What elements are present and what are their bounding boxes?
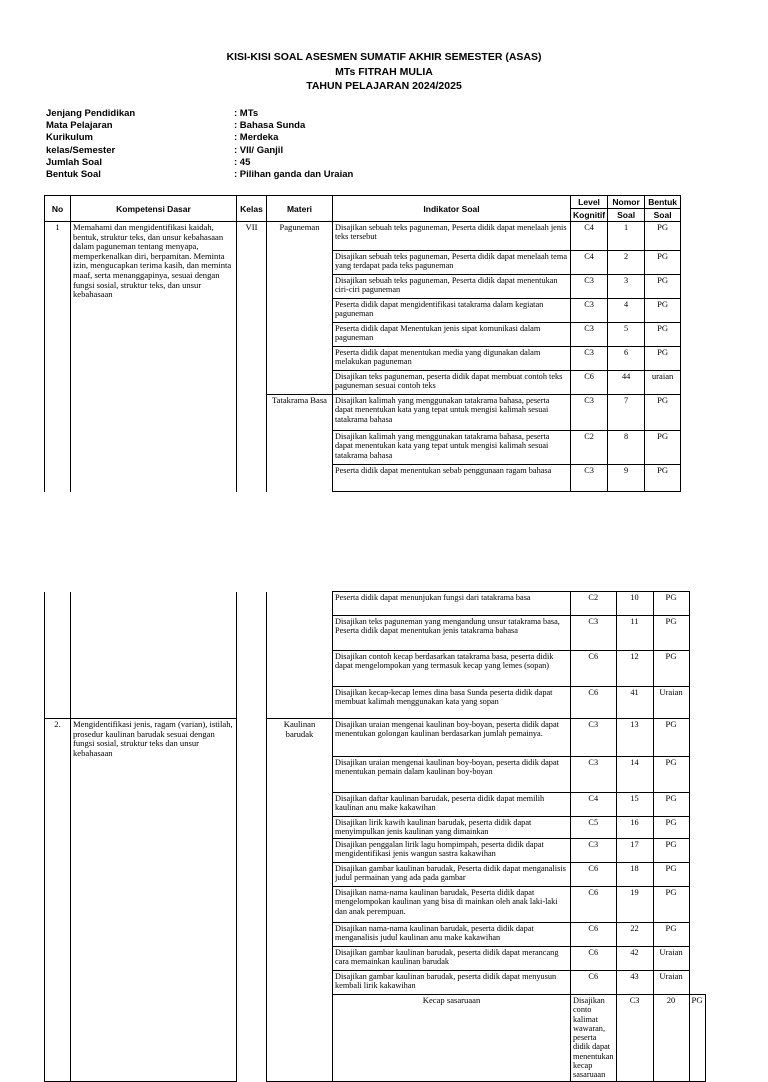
indikator-cell: Peserta didik dapat menentukan sebab penggunaan ragam bahasa [333,465,571,492]
indikator-cell: Disajikan teks paguneman, peserta didik dapat membuat contoh teks paguneman sesuai contoh teks [333,371,571,395]
bentuk-cell: PG [645,299,681,323]
info-value: : Pilihan ganda dan Uraian [234,169,354,181]
materi-kecap-sasaruaan: Kecap sasaruaan [333,995,571,1082]
header-materi: Materi [267,196,333,222]
level-cell: C6 [571,971,617,995]
level-cell: C3 [571,275,608,299]
level-cell: C3 [571,719,617,757]
nomor-cell: 9 [608,465,645,492]
info-row [46,108,353,120]
info-value: : MTs [234,108,259,119]
bentuk-cell: PG [645,395,681,431]
bentuk-cell: PG [653,793,689,817]
level-cell: C4 [571,251,608,275]
bentuk-cell: PG [653,616,689,651]
header-bentuk: Bentuk [645,196,681,209]
header-kognitif: Kognitif [571,209,608,222]
header-soal: Soal [608,209,645,222]
header-kompetensi-dasar: Kompetensi Dasar [71,196,237,222]
kelas-continued [237,592,267,1082]
kd-number-continued [45,592,71,719]
info-value: : Bahasa Sunda [234,120,306,132]
kd-text: Memahami dan mengidentifikasi kaidah, bentuk, struktur teks, dan unsur kebahasaan dalam paguneman tentang menyapa, memperkenalkan diri, berpamitan. Meminta izin, mengucapkan terima kasih, dan meminta maaf, serta menanggapinya, sesuai dengan fungsi sosial, struktur teks, dan unsur kebahasaan [71,222,237,492]
indikator-cell: Peserta didik dapat mengidentifikasi tatakrama dalam kegiatan paguneman [333,299,571,323]
header-level: Level [571,196,608,209]
materi-tatakrama: Tatakrama Basa [267,395,333,492]
nomor-cell: 20 [653,995,689,1082]
level-cell: C3 [571,395,608,431]
level-cell: C4 [571,793,617,817]
bentuk-cell: PG [645,222,681,251]
level-cell: C6 [571,947,617,971]
bentuk-cell: Uraian [653,687,689,719]
nomor-cell: 8 [608,431,645,465]
indikator-cell: Disajikan nama-nama kaulinan barudak, peserta didik dapat menganalisis judul kaulinan anu make kakawihan [333,923,571,947]
kelas-value: VII [237,222,267,492]
level-cell: C5 [571,817,617,839]
nomor-cell: 18 [616,863,653,887]
kd-number: 1 [45,222,71,492]
level-cell: C3 [571,839,617,863]
kisi-kisi-table-page-1 [44,195,681,492]
info-row [46,132,353,144]
nomor-cell: 41 [616,687,653,719]
bentuk-cell: PG [645,431,681,465]
bentuk-cell: Uraian [653,971,689,995]
kd-number: 2. [45,719,71,1082]
nomor-cell: 2 [608,251,645,275]
table-row [45,222,681,251]
nomor-cell: 44 [608,371,645,395]
info-label: Kurikulum [46,132,93,144]
table-row [45,592,706,616]
level-cell: C3 [571,616,617,651]
indikator-cell: Disajikan kecap-kecap lemes dina basa Sunda peserta didik dapat membuat kalimah menggunakan kata yang sopan [333,687,571,719]
indikator-cell: Disajikan uraian mengenai kaulinan boy-boyan, peserta didik dapat menentukan pemain dalam kaulinan boy-boyan [333,757,571,793]
level-cell: C3 [571,465,608,492]
nomor-cell: 6 [608,347,645,371]
nomor-cell: 12 [616,651,653,687]
materi-kaulinan: Kaulinan barudak [267,719,333,1082]
info-row [46,145,353,157]
level-cell: C3 [571,347,608,371]
nomor-cell: 1 [608,222,645,251]
nomor-cell: 11 [616,616,653,651]
document-header [0,50,768,94]
level-cell: C3 [571,299,608,323]
indikator-cell: Disajikan lirik kawih kaulinan barudak, peserta didik dapat menyimpulkan jenis kaulinan yang dimainkan [333,817,571,839]
header-school: MTs FITRAH MULIA [335,65,433,78]
header-kelas: Kelas [237,196,267,222]
bentuk-cell: PG [645,465,681,492]
level-cell: C6 [571,863,617,887]
nomor-cell: 4 [608,299,645,323]
indikator-cell: Disajikan sebuah teks paguneman, Peserta didik dapat menelaah jenis teks tersebut [333,222,571,251]
level-cell: C2 [571,431,608,465]
header-nomor: Nomor [608,196,645,209]
indikator-cell: Peserta didik dapat menunjukan fungsi dari tatakrama basa [333,592,571,616]
bentuk-cell: PG [645,275,681,299]
nomor-cell: 14 [616,757,653,793]
bentuk-cell: PG [653,887,689,923]
indikator-cell: Disajikan sebuah teks paguneman, Peserta didik dapat menelaah tema yang terdapat pada teks paguneman [333,251,571,275]
nomor-cell: 16 [616,817,653,839]
level-cell: C2 [571,592,617,616]
nomor-cell: 17 [616,839,653,863]
materi-paguneman: Paguneman [267,222,333,395]
nomor-cell: 13 [616,719,653,757]
level-cell: C6 [571,371,608,395]
indikator-cell: Disajikan gambar kaulinan barudak, peserta didik dapat menyusun kembali lirik kakawihan [333,971,571,995]
nomor-cell: 15 [616,793,653,817]
bentuk-cell: PG [653,817,689,839]
kd-text: Mengidentifikasi jenis, ragam (varian), istilah, prosedur kaulinan barudak sesuai dengan fungsi sosial, struktur teks dan unsur kebahasaan [71,719,237,1082]
indikator-cell: Disajikan uraian mengenai kaulinan boy-boyan, peserta didik dapat menentukan golongan kaulinan berdasarkan jumlah pemainya. [333,719,571,757]
nomor-cell: 3 [608,275,645,299]
info-label: Mata Pelajaran [46,120,113,132]
header-indikator: Indikator Soal [333,196,571,222]
level-cell: C6 [571,687,617,719]
level-cell: C6 [571,887,617,923]
nomor-cell: 22 [616,923,653,947]
indikator-cell: Disajikan nama-nama kaulinan barudak, Peserta didik dapat mengelompokan kaulinan yang bisa di mainkan oleh anak laki-laki dan anak perempuan. [333,887,571,923]
bentuk-cell: Uraian [653,947,689,971]
indikator-cell: Disajikan teks paguneman yang mengandung unsur tatakrama basa, Peserta didik dapat menentukan jenis tatakrama bahasa [333,616,571,651]
info-value: : VII/ Ganjil [234,144,284,156]
info-value: : Merdeka [234,132,279,144]
bentuk-cell: uraian [645,371,681,395]
header-title: KISI-KISI SOAL ASESMEN SUMATIF AKHIR SEMESTER (ASAS) [226,51,542,63]
nomor-cell: 10 [616,592,653,616]
indikator-cell: Peserta didik dapat Menentukan jenis sipat komunikasi dalam paguneman [333,323,571,347]
nomor-cell: 42 [616,947,653,971]
bentuk-cell: PG [645,251,681,275]
nomor-cell: 43 [616,971,653,995]
bentuk-cell: PG [653,923,689,947]
indikator-cell: Disajikan penggalan lirik lagu hompimpah, peserta didik dapat mengidentifikasi jenis wangun sastra kakawihan [333,839,571,863]
document-info [46,108,353,181]
info-label: Bentuk Soal [46,169,101,181]
header-no: No [45,196,71,222]
bentuk-cell: PG [653,863,689,887]
level-cell: C3 [571,323,608,347]
level-cell: C3 [616,995,653,1082]
bentuk-cell: PG [689,995,705,1082]
level-cell: C6 [571,651,617,687]
bentuk-cell: PG [653,719,689,757]
indikator-cell: Disajikan kalimah yang menggunakan tatakrama bahasa, peserta dapat menentukan kata yang tepat untuk mengisi kalimah sesuai tatakrama bahasa [333,395,571,431]
bentuk-cell: PG [653,757,689,793]
nomor-cell: 5 [608,323,645,347]
kisi-kisi-table-page-2 [44,591,706,1082]
info-label: kelas/Semester [46,144,116,156]
info-label: Jenjang Pendidikan [46,108,136,119]
info-row [46,157,353,169]
info-label: Jumlah Soal [46,156,102,168]
indikator-cell: Disajikan gambar kaulinan barudak, Peserta didik dapat menganalisis judul permainan yang ada pada gambar [333,863,571,887]
indikator-cell: Disajikan gambar kaulinan barudak, peserta didik dapat merancang cara memainkan kaulinan barudak [333,947,571,971]
indikator-cell: Disajikan kalimah yang menggunakan tatakrama bahasa, peserta dapat menentukan kata yang tepat untuk mengisi kalimah sesuai tatakrama bahasa [333,431,571,465]
level-cell: C4 [571,222,608,251]
kd-text-continued [71,592,237,719]
indikator-cell: Disajikan sebuah teks paguneman, Peserta didik dapat menentukan ciri-ciri paguneman [333,275,571,299]
level-cell: C3 [571,757,617,793]
table-row [45,719,706,757]
bentuk-cell: PG [653,651,689,687]
nomor-cell: 19 [616,887,653,923]
bentuk-cell: PG [653,592,689,616]
materi-tatakrama-continued [267,592,333,719]
bentuk-cell: PG [645,323,681,347]
level-cell: C6 [571,923,617,947]
header-bentuk-soal: Soal [645,209,681,222]
indikator-cell: Disajikan contoh kecap berdasarkan tatakrama basa, peserta didik dapat mengelompokan yang termasuk kecap yang lemes (sopan) [333,651,571,687]
bentuk-cell: PG [653,839,689,863]
info-row [46,120,353,132]
header-year: TAHUN PELAJARAN 2024/2025 [306,80,462,92]
indikator-cell: Disajikan daftar kaulinan barudak, peserta didik dapat memilih kaulinan anu make kakawihan [333,793,571,817]
nomor-cell: 7 [608,395,645,431]
indikator-cell: Disajikan conto kalimat wawaran, peserta didik dapat menentukan kecap sasaruaan [571,995,617,1082]
info-row [46,169,353,181]
bentuk-cell: PG [645,347,681,371]
indikator-cell: Peserta didik dapat menentukan media yang digunakan dalam melakukan paguneman [333,347,571,371]
info-value: : 45 [234,156,251,168]
